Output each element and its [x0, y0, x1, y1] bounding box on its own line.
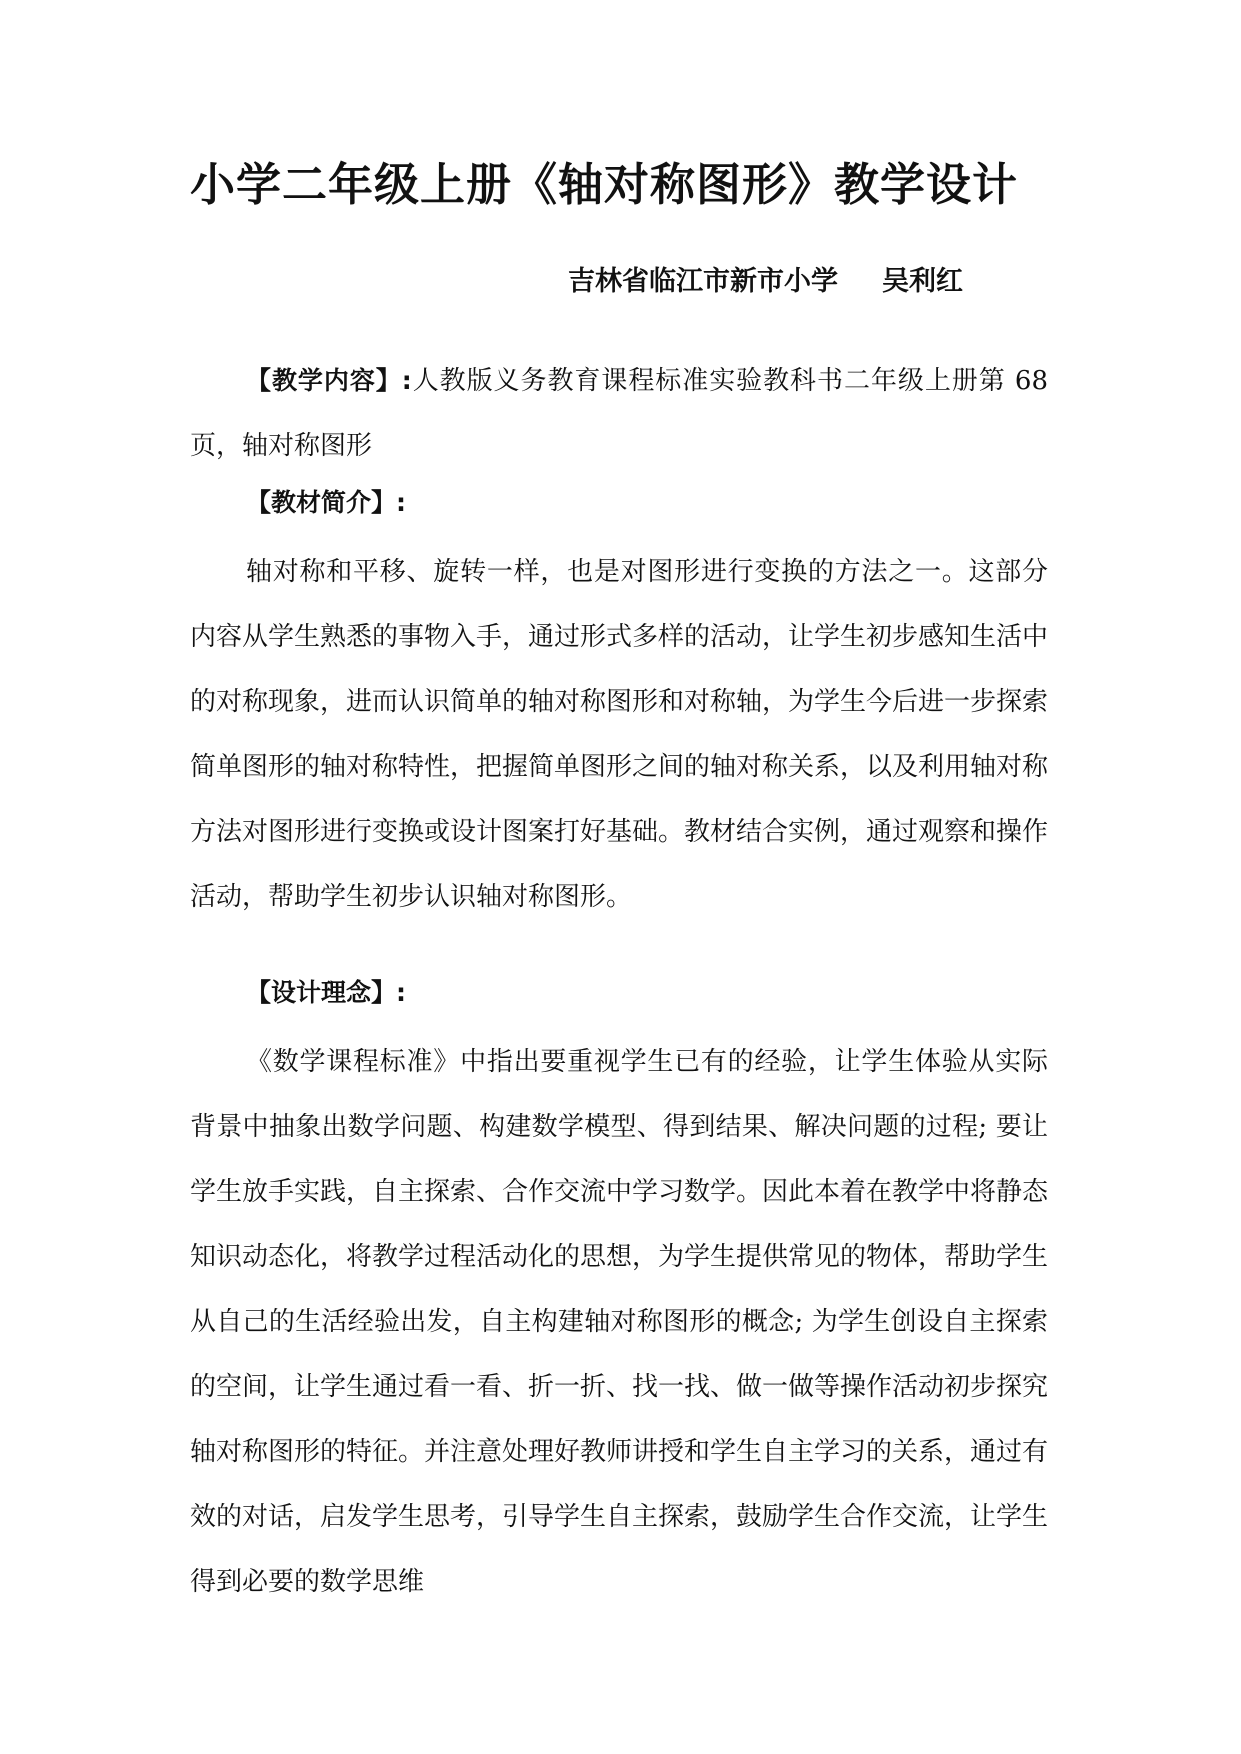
- document-title: 小学二年级上册《轴对称图形》教学设计: [190, 158, 1019, 211]
- author-name: 吴利红: [882, 266, 963, 297]
- design-idea-heading: 【设计理念】:: [246, 978, 406, 1007]
- teaching-content-text: 人教版义务教育课程标准实验教科书二年级上册第 68 页，轴对称图形: [190, 366, 1048, 461]
- textbook-intro-paragraph: 轴对称和平移、旋转一样，也是对图形进行变换的方法之一。这部分内容从学生熟悉的事物入手，通过形式多样的活动，让学生初步感知生活中的对称现象，进而认识简单的轴对称图形和对称轴，为学生今后进一步探索简单图形的轴对称特性，把握简单图形之间的轴对称关系，以及利用轴对称方法对图形进行变换或设计图案打好基础。教材结合实例，通过观察和操作活动，帮助学生初步认识轴对称图形。: [190, 557, 1049, 912]
- design-idea-paragraph: 《数学课程标准》中指出要重视学生已有的经验，让学生体验从实际背景中抽象出数学问题、构建数学模型、得到结果、解决问题的过程; 要让学生放手实践，自主探索、合作交流中学习数学。因此本着在教学中将静态知识动态化，将教学过程活动化的思想，为学生提供常见的物体，帮助学生从自己的生活经验出发，自主构建轴对称图形的概念; 为学生创设自主探索的空间，让学生通过看一看、折一折、找一找、做一做等操作活动初步探究轴对称图形的特征。并注意处理好教师讲授和学生自主学习的关系，通过有效的对话，启发学生思考，引导学生自主探索，鼓励学生合作交流，让学生得到必要的数学思维: [190, 1047, 1049, 1597]
- author-school: 吉林省临江市新市小学: [568, 266, 838, 297]
- teaching-content-heading: 【教学内容】:: [246, 366, 412, 395]
- teaching-content-paragraph: [190, 348, 1048, 479]
- author-line: [568, 262, 963, 302]
- textbook-intro-heading: 【教材简介】:: [246, 488, 406, 517]
